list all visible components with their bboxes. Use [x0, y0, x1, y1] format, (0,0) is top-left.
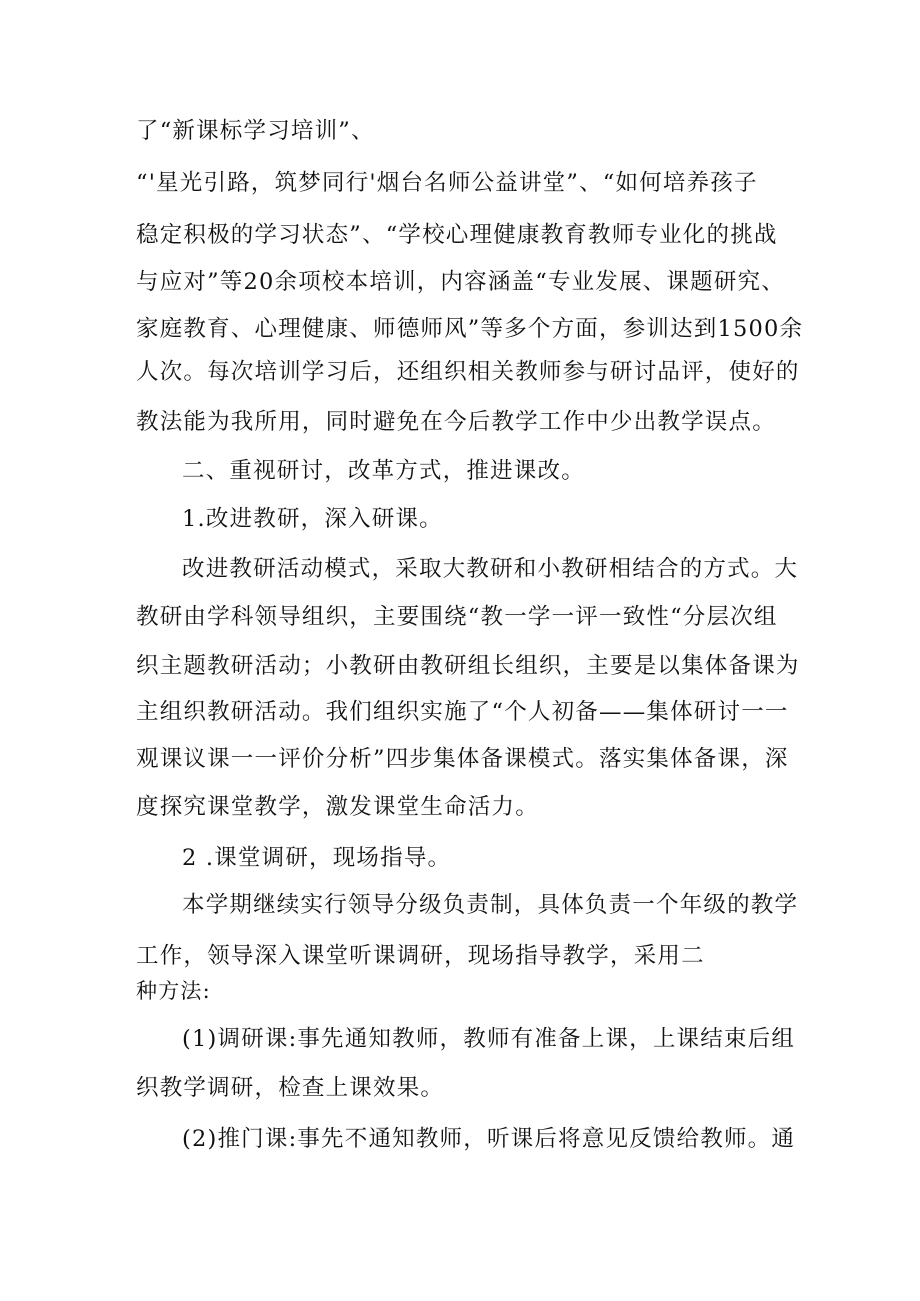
text-line: 稳定积极的学习状态”、“学校心理健康教育教师专业化的挑战 [136, 222, 778, 248]
text-line: 人次。每次培训学习后，还组织相关教师参与研讨品评，使好的 [136, 359, 800, 385]
text-line: (2)推门课:事先不通知教师，听课后将意见反馈给教师。通 [182, 1126, 796, 1152]
text-line: 家庭教育、心理健康、师德师风”等多个方面，参训达到1500余 [136, 316, 804, 342]
subsection-heading: 1.改进教研，深入研课。 [182, 506, 443, 532]
text-line: 教研由学科领导组织，主要围绕“教一学一评一致性“分层次组 [136, 604, 778, 630]
text-line: “'星光引路，筑梦同行'烟台名师公益讲堂”、“如何培养孩子 [136, 170, 758, 196]
text-line: 种方法: [136, 979, 211, 1003]
text-line: 度探究课堂教学，激发课堂生命活力。 [136, 794, 539, 820]
text-line: 与应对”等20余项校本培训，内容涵盖“专业发展、课题研究、 [136, 269, 785, 295]
subsection-heading: 2 .课堂调研，现场指导。 [182, 845, 452, 871]
text-line: 主组织教研活动。我们组织实施了“个人初备——集体研讨一一 [136, 699, 789, 725]
text-line: 工作，领导深入课堂听课调研，现场指导教学，采用二 [136, 943, 705, 969]
section-heading: 二、重视研讨，改革方式，推进课改。 [182, 458, 585, 484]
text-line: 了“新课标学习培训”、 [136, 118, 375, 144]
text-line: 织教学调研，检查上课效果。 [136, 1075, 445, 1101]
text-line: 织主题教研活动；小教研由教研组长组织，主要是以集体备课为 [136, 653, 800, 679]
text-line: (1)调研课:事先通知教师，教师有准备上课，上课结束后组 [182, 1026, 796, 1052]
text-line: 本学期继续实行领导分级负责制，具体负责一个年级的教学 [182, 892, 799, 918]
text-line: 改进教研活动模式，采取大教研和小教研相结合的方式。大 [182, 556, 799, 582]
text-line: 观课议课一一评价分析”四步集体备课模式。落实集体备课，深 [136, 746, 789, 772]
text-line: 教法能为我所用，同时避免在今后教学工作中少出教学误点。 [136, 409, 776, 435]
